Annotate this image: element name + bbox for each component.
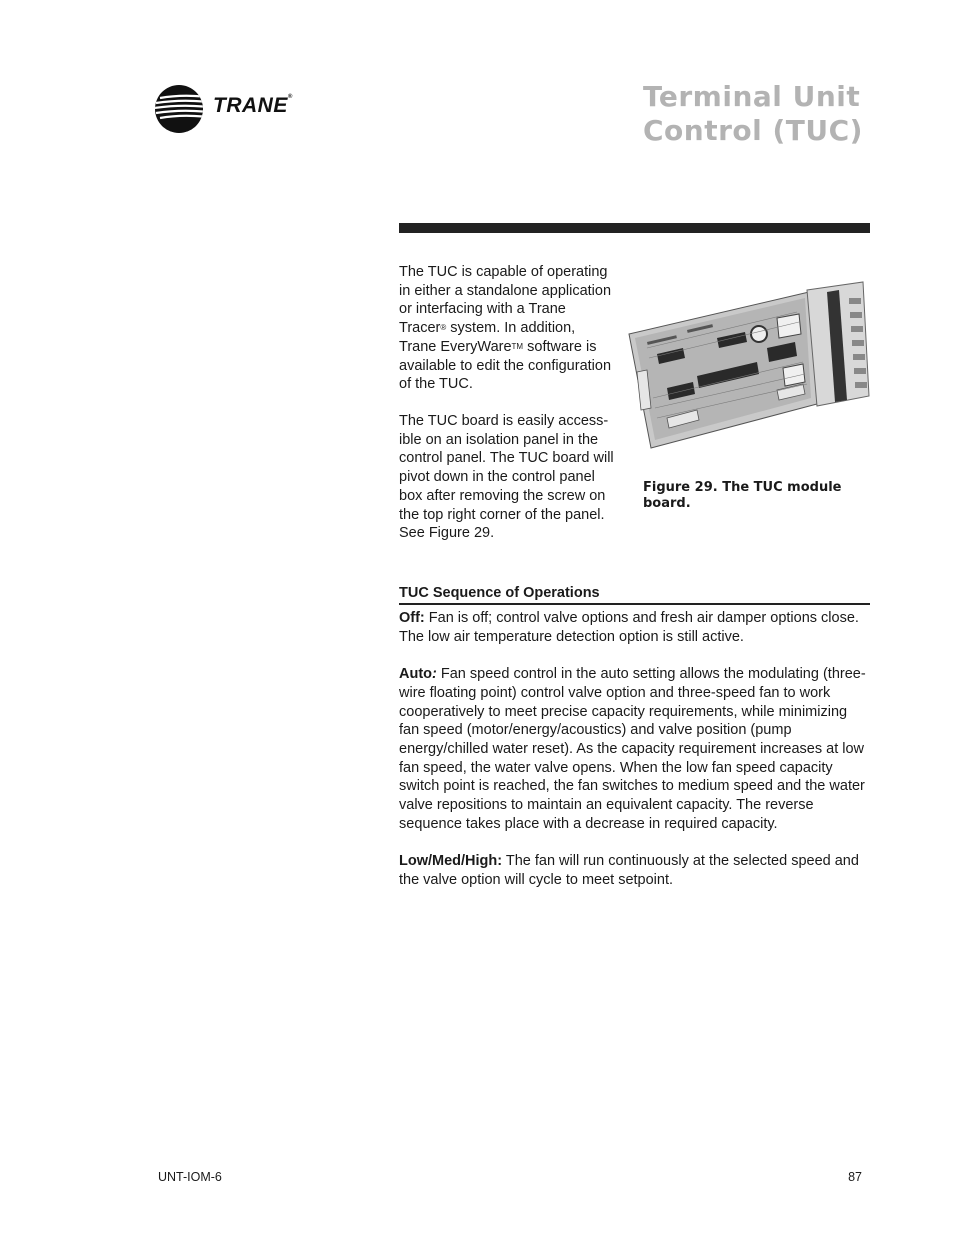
section-divider-bar <box>399 223 870 233</box>
sequence-body <box>399 609 869 908</box>
text-line: ible on an isolation panel in the <box>399 431 599 448</box>
text-line: Trane EveryWare™ software is <box>399 338 597 355</box>
text-line: control panel. The TUC board will <box>399 450 614 467</box>
caption-line: Figure 29. The TUC module <box>643 480 842 495</box>
text-line: pivot down in the control panel <box>399 469 595 486</box>
page-title-line-1: Terminal Unit <box>643 80 861 113</box>
page-number: 87 <box>848 1170 862 1184</box>
tuc-board-photo <box>627 278 871 450</box>
section-heading-underline <box>399 603 870 605</box>
text-line: box after removing the screw on <box>399 487 606 504</box>
intro-paragraph-1 <box>399 263 634 394</box>
text-line: in either a standalone application <box>399 282 612 299</box>
text-line: The TUC is capable of operating <box>399 264 608 280</box>
text-line: Tracer® system. In addition, <box>399 320 576 337</box>
figure-caption <box>643 480 863 512</box>
off-paragraph: Off: Fan is off; control valve options and fresh air damper options close. The low air temperature detection option is still active. <box>399 610 859 645</box>
text-line: available to edit the configuration <box>399 357 612 374</box>
section-heading: TUC Sequence of Operations <box>399 585 600 601</box>
page-title <box>643 80 903 148</box>
intro-paragraph-2 <box>399 412 634 543</box>
text-line: The TUC board is easily access- <box>399 413 609 429</box>
text-line: of the TUC. <box>399 376 473 393</box>
low-med-high-paragraph: Low/Med/High: The fan will run continuously at the selected speed and the valve option will cycle to meet setpoint. <box>399 853 859 888</box>
text-line: See Figure 29. <box>399 525 495 542</box>
page-title-line-2: Control (TUC) <box>643 114 863 147</box>
text-line: the top right corner of the panel. <box>399 506 605 523</box>
document-id: UNT-IOM-6 <box>158 1170 222 1184</box>
auto-paragraph: Auto: Fan speed control in the auto setting allows the modulating (three-wire floating point) control valve option and three-speed fan to work cooperatively to meet precise capacity requirements, while minimizing fan speed (motor/energy/acoustics) and valve position (pump energy/chilled water reset). As the capacity requirement increases at low fan speed, the water valve opens. When the low fan speed capacity switch point is reached, the fan switches to medium speed and the water valve repositions to maintain an equivalent capacity. The reverse sequence takes place with a decrease in required capacity. <box>399 666 866 832</box>
text-line: or interfacing with a Trane <box>399 301 566 318</box>
brand-wordmark: TRANE® <box>213 94 293 117</box>
caption-line: board. <box>643 496 691 511</box>
